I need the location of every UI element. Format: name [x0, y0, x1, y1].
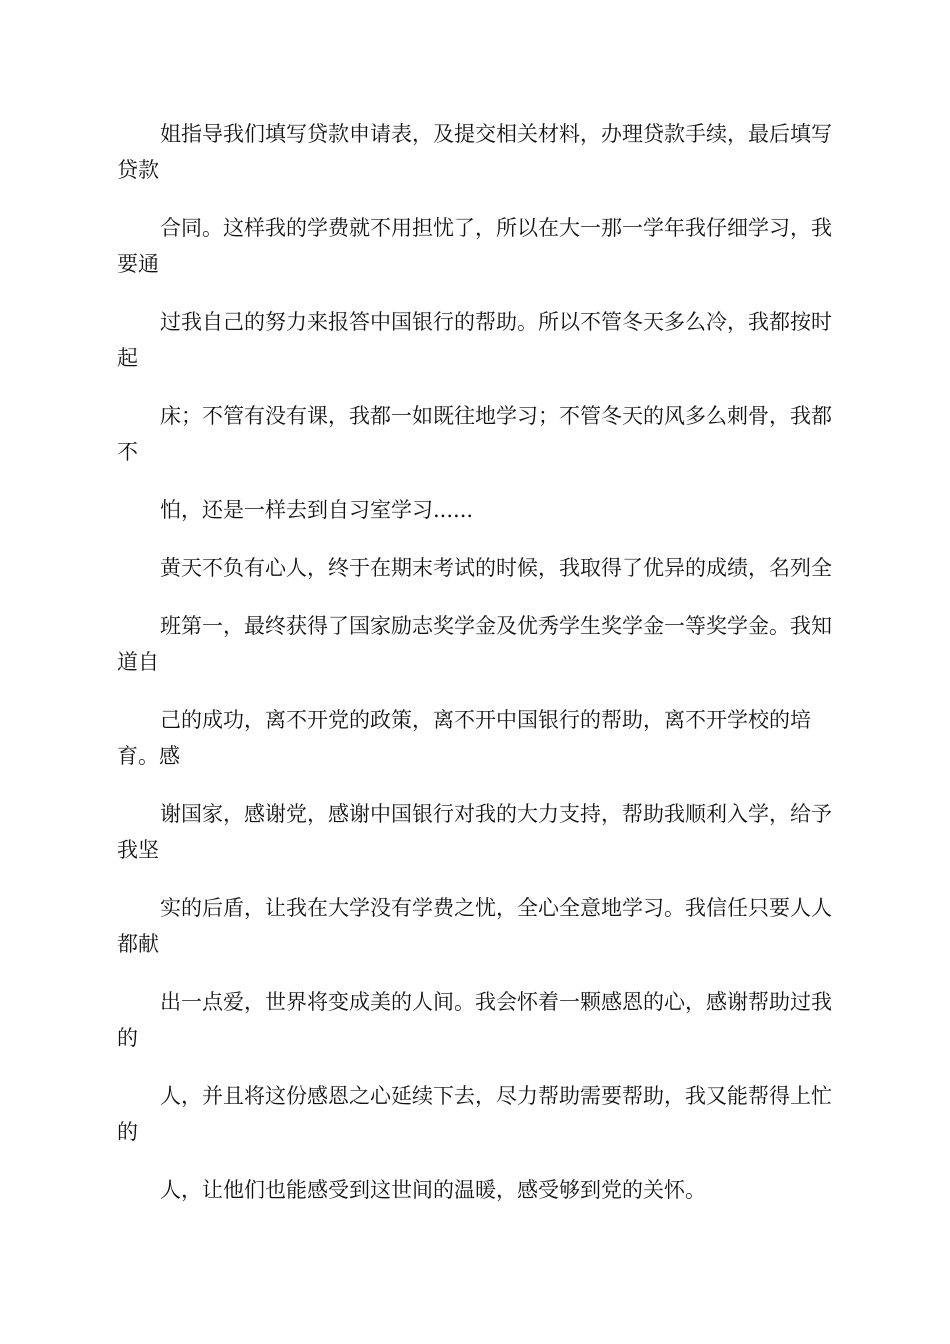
paragraph: 合同。这样我的学费就不用担忧了，所以在大一那一学年我仔细学习，我要通 — [117, 216, 832, 276]
paragraph: 姐指导我们填写贷款申请表，及提交相关材料，办理贷款手续，最后填写贷款 — [117, 122, 832, 182]
paragraph: 实的后盾，让我在大学没有学费之忧，全心全意地学习。我信任只要人人都献 — [117, 896, 832, 956]
paragraph: 人，并且将这份感恩之心延续下去，尽力帮助需要帮助，我又能帮得上忙的 — [117, 1084, 832, 1144]
paragraph: 怕，还是一样去到自习室学习...... — [160, 498, 474, 522]
paragraph: 出一点爱，世界将变成美的人间。我会怀着一颗感恩的心，感谢帮助过我的 — [117, 990, 832, 1050]
paragraph: 过我自己的努力来报答中国银行的帮助。所以不管冬天多么冷，我都按时起 — [117, 310, 832, 370]
paragraph: 谢国家，感谢党，感谢中国银行对我的大力支持，帮助我顺利入学，给予我坚 — [117, 802, 832, 862]
paragraph: 黄天不负有心人，终于在期末考试的时候，我取得了优异的成绩，名列全 — [160, 556, 832, 580]
paragraph: 己的成功，离不开党的政策，离不开中国银行的帮助，离不开学校的培育。感 — [117, 708, 811, 768]
paragraph: 人，让他们也能感受到这世间的温暖，感受够到党的关怀。 — [160, 1178, 706, 1202]
paragraph: 床；不管有没有课，我都一如既往地学习；不管冬天的风多么刺骨，我都不 — [117, 404, 832, 464]
paragraph: 班第一，最终获得了国家励志奖学金及优秀学生奖学金一等奖学金。我知道自 — [117, 614, 832, 674]
document-body — [117, 116, 837, 1230]
